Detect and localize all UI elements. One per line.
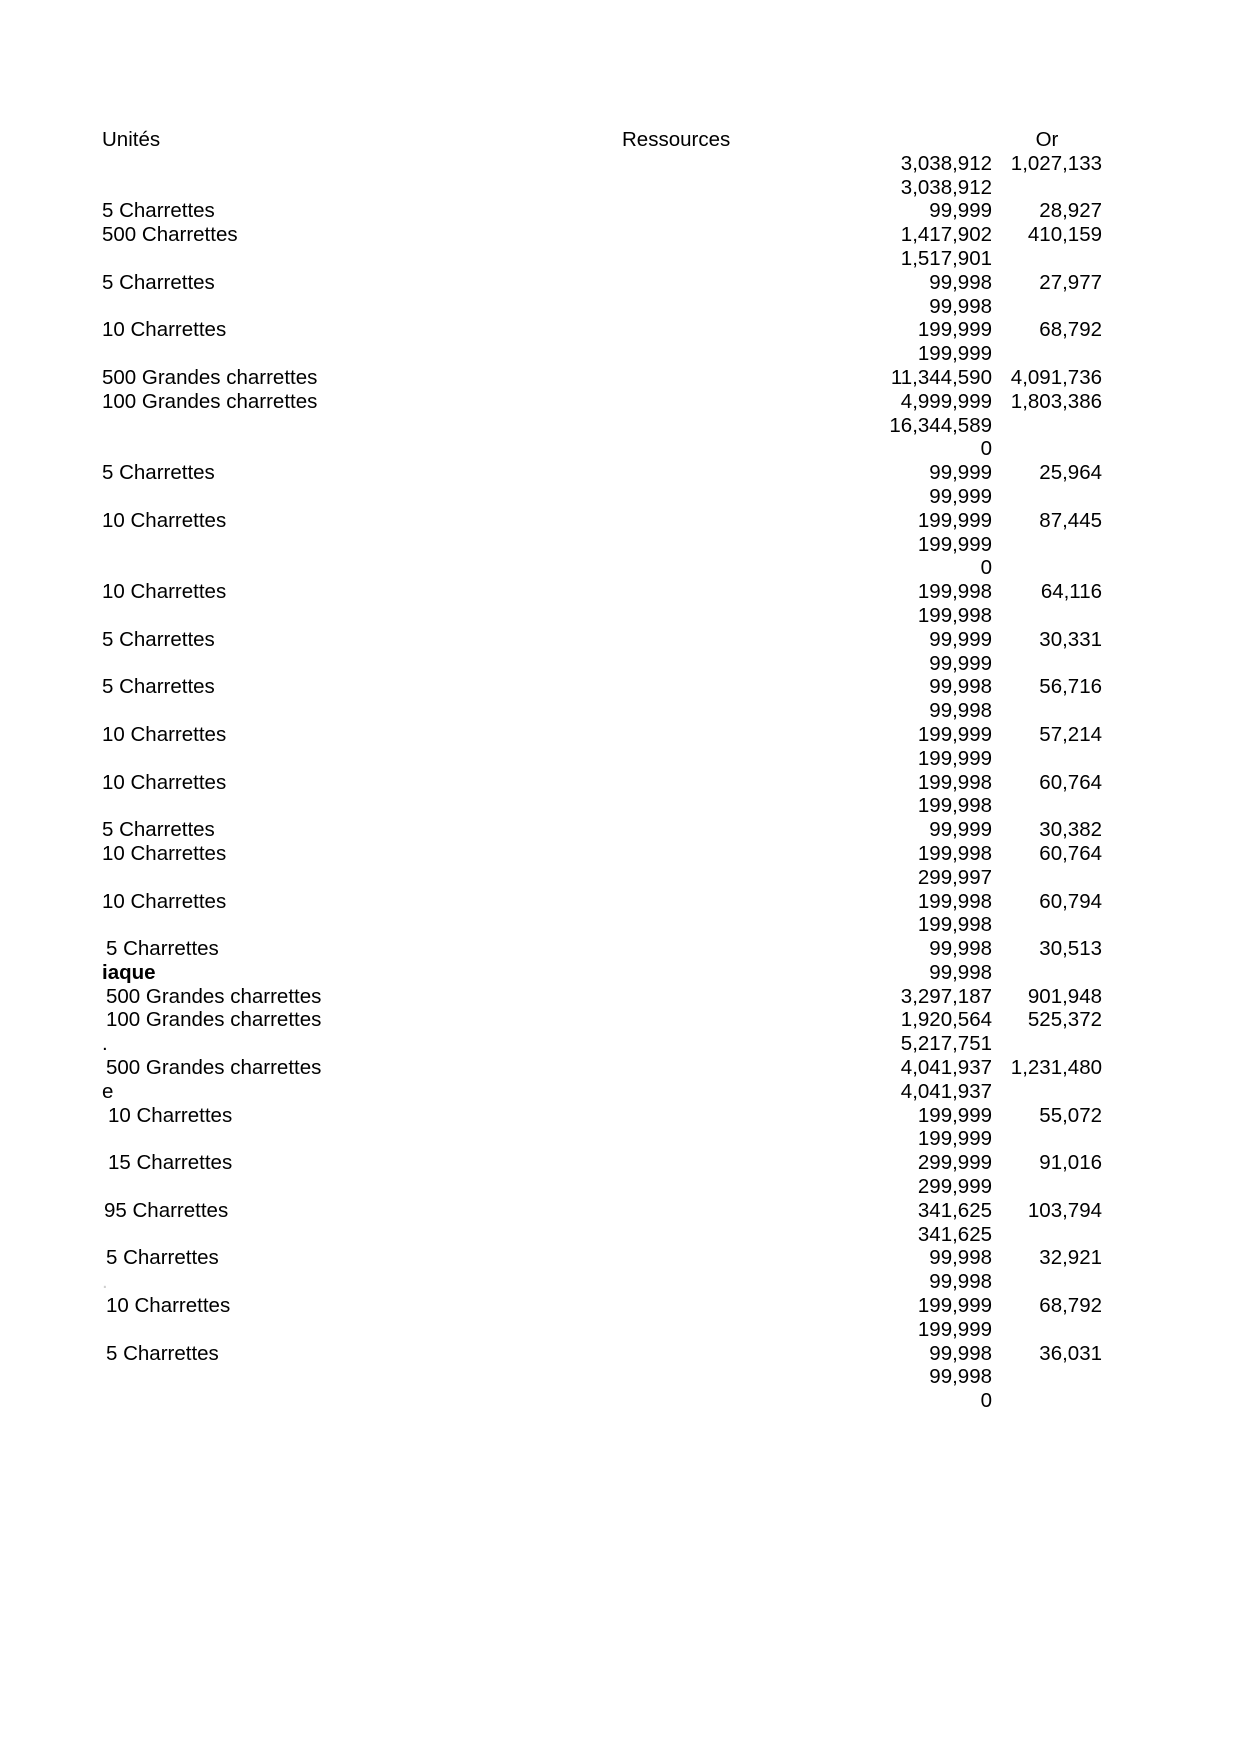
cell-or	[992, 866, 1102, 890]
cell-ressources: 99,998	[929, 937, 992, 961]
cell-ressources: 199,998	[917, 770, 992, 794]
cell-or	[992, 1127, 1102, 1151]
table-row	[102, 652, 1102, 676]
cell-ressources: 99,998	[929, 270, 992, 294]
cell-ressources: 299,997	[917, 865, 992, 889]
table-row	[102, 271, 1102, 295]
cell-ressources: 99,999	[929, 461, 992, 485]
cell-or	[992, 1270, 1102, 1294]
table-row	[102, 771, 1102, 795]
table-row	[102, 723, 1102, 747]
cell-or: 30,331	[1039, 627, 1102, 651]
cell-ressources: 99,999	[929, 818, 992, 842]
cell-unites: 95 Charrettes	[104, 1198, 229, 1222]
cell-ressources: 199,999	[917, 1127, 992, 1151]
cell-ressources: 99,998	[929, 699, 992, 723]
table-row	[102, 342, 1102, 366]
cell-unites-clipped: e	[102, 1079, 114, 1103]
cell-ressources: 199,998	[917, 913, 992, 937]
cell-or	[992, 913, 1102, 937]
cell-ressources: 199,999	[917, 1103, 992, 1127]
cell-unites	[102, 485, 622, 509]
table-row	[102, 485, 1102, 509]
cell-or: 60,764	[1039, 770, 1102, 794]
cell-ressources: 4,041,937	[900, 1056, 992, 1080]
cell-or: 25,964	[1039, 461, 1102, 485]
cell-or: 525,372	[1027, 1008, 1102, 1032]
table-row	[102, 295, 1102, 319]
cell-or: 57,214	[1039, 722, 1102, 746]
table-row	[102, 628, 1102, 652]
cell-unites: 10 Charrettes	[106, 1294, 231, 1318]
cell-or	[992, 604, 1102, 628]
cell-ressources: 1,417,902	[900, 223, 992, 247]
cell-or	[992, 295, 1102, 319]
cell-ressources: 199,998	[917, 794, 992, 818]
cell-ressources: 199,999	[917, 342, 992, 366]
column-header-unites: Unités	[102, 128, 161, 151]
table-row	[102, 437, 1102, 461]
table-row	[102, 842, 1102, 866]
cell-ressources: 0	[980, 437, 992, 461]
cell-or	[992, 1365, 1102, 1389]
cell-ressources: 3,038,912	[900, 151, 992, 175]
cell-ressources: 99,999	[929, 627, 992, 651]
cell-unites: 5 Charrettes	[102, 199, 215, 223]
table-row	[102, 533, 1102, 557]
cell-or: 1,803,386	[1010, 389, 1102, 413]
cell-or: 901,948	[1027, 984, 1102, 1008]
table-row	[102, 152, 1102, 176]
cell-unites	[102, 556, 622, 580]
cell-unites	[102, 652, 622, 676]
cell-or: 27,977	[1039, 270, 1102, 294]
table-body	[102, 152, 1102, 1413]
cell-ressources: 3,297,187	[900, 984, 992, 1008]
table-row	[102, 580, 1102, 604]
cell-or: 28,927	[1039, 199, 1102, 223]
cell-or: 103,794	[1027, 1198, 1102, 1222]
table-row	[102, 1151, 1102, 1175]
table-row	[102, 199, 1102, 223]
cell-or: 1,231,480	[1010, 1056, 1102, 1080]
cell-unites	[102, 414, 622, 438]
cell-unites	[102, 152, 622, 176]
cell-ressources: 199,999	[917, 508, 992, 532]
table-row	[102, 461, 1102, 485]
cell-unites	[102, 1223, 622, 1247]
cell-or: 60,764	[1039, 841, 1102, 865]
table-row	[102, 866, 1102, 890]
cell-or	[992, 961, 1102, 985]
table-row	[102, 509, 1102, 533]
cell-or	[992, 794, 1102, 818]
cell-or	[992, 485, 1102, 509]
cell-or: 32,921	[1039, 1246, 1102, 1270]
cell-ressources: 199,999	[917, 1294, 992, 1318]
column-header-ressources: Ressources	[622, 128, 731, 151]
cell-unites: 15 Charrettes	[108, 1151, 233, 1175]
cell-or	[992, 1175, 1102, 1199]
table-row	[102, 1294, 1102, 1318]
cell-unites: 100 Grandes charrettes	[106, 1008, 322, 1032]
table-row	[102, 1032, 1102, 1056]
table-row	[102, 556, 1102, 580]
cell-or	[992, 176, 1102, 200]
cell-ressources: 5,217,751	[900, 1032, 992, 1056]
table-row	[102, 747, 1102, 771]
cell-or: 64,116	[1040, 580, 1102, 604]
cell-or: 410,159	[1027, 223, 1102, 247]
cell-or: 1,027,133	[1010, 151, 1102, 175]
cell-unites	[102, 1365, 622, 1389]
table-row	[102, 794, 1102, 818]
cell-ressources: 299,999	[917, 1151, 992, 1175]
cell-or	[992, 1032, 1102, 1056]
table-row	[102, 890, 1102, 914]
cell-or	[992, 652, 1102, 676]
cell-unites: 5 Charrettes	[102, 461, 215, 485]
cell-unites: 10 Charrettes	[102, 318, 227, 342]
cell-or: 36,031	[1039, 1341, 1102, 1365]
cell-ressources: 4,041,937	[900, 1079, 992, 1103]
cell-ressources: 299,999	[917, 1175, 992, 1199]
cell-ressources: 99,999	[929, 651, 992, 675]
spreadsheet-sheet	[102, 128, 1241, 1413]
table-row	[102, 818, 1102, 842]
cell-unites: 100 Grandes charrettes	[102, 389, 318, 413]
table-row	[102, 1104, 1102, 1128]
cell-ressources: 1,517,901	[900, 246, 992, 270]
cell-unites: 10 Charrettes	[108, 1103, 233, 1127]
cell-ressources: 199,999	[917, 532, 992, 556]
cell-ressources: 99,998	[929, 294, 992, 318]
cell-or: 68,792	[1039, 318, 1102, 342]
cell-unites: 5 Charrettes	[102, 818, 215, 842]
cell-unites: 500 Grandes charrettes	[106, 1056, 322, 1080]
cell-unites: 5 Charrettes	[106, 1341, 219, 1365]
cell-or: 56,716	[1039, 675, 1102, 699]
table-row	[102, 604, 1102, 628]
cell-ressources: 199,998	[917, 580, 992, 604]
table-row	[102, 1127, 1102, 1151]
table-row	[102, 1008, 1102, 1032]
cell-ressources: 99,998	[929, 1270, 992, 1294]
cell-or	[992, 247, 1102, 271]
cell-unites	[102, 247, 622, 271]
cell-unites-clipped: .	[102, 1032, 108, 1056]
table-row	[102, 985, 1102, 1009]
cell-unites: 10 Charrettes	[102, 889, 227, 913]
cell-ressources: 341,625	[917, 1198, 992, 1222]
cell-unites-clipped: .	[102, 1270, 108, 1294]
table-row	[102, 961, 1102, 985]
cell-unites	[102, 342, 622, 366]
table-row	[102, 913, 1102, 937]
cell-unites: 10 Charrettes	[102, 770, 227, 794]
cell-or: 68,792	[1039, 1294, 1102, 1318]
cell-unites: 5 Charrettes	[102, 627, 215, 651]
cell-ressources: 99,999	[929, 484, 992, 508]
cell-unites	[102, 295, 622, 319]
cell-unites: 10 Charrettes	[102, 508, 227, 532]
table-row	[102, 318, 1102, 342]
cell-or	[992, 747, 1102, 771]
cell-ressources: 341,625	[917, 1222, 992, 1246]
cell-unites	[102, 533, 622, 557]
table-row	[102, 1270, 1102, 1294]
table-row	[102, 699, 1102, 723]
cell-unites: 500 Charrettes	[102, 223, 238, 247]
cell-ressources: 11,344,590	[890, 365, 992, 389]
table-row	[102, 675, 1102, 699]
cell-unites: 10 Charrettes	[102, 841, 227, 865]
table-row	[102, 1342, 1102, 1366]
cell-ressources: 99,999	[929, 199, 992, 223]
cell-ressources: 0	[980, 556, 992, 580]
cell-ressources: 1,920,564	[900, 1008, 992, 1032]
cell-or: 30,513	[1039, 937, 1102, 961]
table-row	[102, 366, 1102, 390]
table-row	[102, 1389, 1102, 1413]
cell-ressources: 99,998	[929, 675, 992, 699]
table-row	[102, 1246, 1102, 1270]
cell-ressources: 16,344,589	[889, 413, 992, 437]
cell-or: 55,072	[1039, 1103, 1102, 1127]
table-row	[102, 1223, 1102, 1247]
cell-unites: 5 Charrettes	[102, 270, 215, 294]
cell-unites: 10 Charrettes	[102, 580, 227, 604]
cell-unites	[102, 747, 622, 771]
table-row	[102, 414, 1102, 438]
cell-or	[992, 414, 1102, 438]
cell-or: 60,794	[1039, 889, 1102, 913]
table-row	[102, 937, 1102, 961]
cell-ressources: 99,998	[929, 1341, 992, 1365]
cell-unites	[102, 176, 622, 200]
cell-unites: 500 Grandes charrettes	[102, 365, 318, 389]
cell-or	[992, 1223, 1102, 1247]
cell-unites	[102, 699, 622, 723]
column-header-or: Or	[1035, 128, 1059, 151]
cell-or: 91,016	[1039, 1151, 1102, 1175]
cell-unites: 5 Charrettes	[106, 937, 219, 961]
cell-ressources: 3,038,912	[900, 175, 992, 199]
cell-unites	[102, 1127, 622, 1151]
table-header	[102, 128, 1102, 152]
table-row	[102, 1175, 1102, 1199]
cell-ressources: 199,999	[917, 318, 992, 342]
table-row	[102, 247, 1102, 271]
cell-or	[992, 1389, 1102, 1413]
cell-or: 87,445	[1039, 508, 1102, 532]
cell-unites	[102, 913, 622, 937]
cell-unites	[102, 794, 622, 818]
cell-unites: 500 Grandes charrettes	[106, 984, 322, 1008]
cell-unites	[102, 1389, 622, 1413]
cell-unites: 10 Charrettes	[102, 722, 227, 746]
cell-unites	[102, 1175, 622, 1199]
cell-or	[992, 533, 1102, 557]
cell-unites-clipped: iaque	[102, 960, 156, 984]
cell-or	[992, 437, 1102, 461]
cell-ressources: 199,999	[917, 746, 992, 770]
cell-or	[992, 1080, 1102, 1104]
table-row	[102, 390, 1102, 414]
cell-ressources: 199,998	[917, 889, 992, 913]
cell-unites	[102, 604, 622, 628]
table-row	[102, 1056, 1102, 1080]
resources-table	[102, 128, 1102, 1413]
cell-ressources: 0	[980, 1389, 992, 1413]
cell-or	[992, 1318, 1102, 1342]
cell-ressources: 99,998	[929, 1246, 992, 1270]
cell-unites	[102, 1318, 622, 1342]
cell-ressources: 99,998	[929, 960, 992, 984]
header-row	[102, 128, 1102, 152]
cell-unites: 5 Charrettes	[106, 1246, 219, 1270]
cell-ressources: 199,999	[917, 1317, 992, 1341]
cell-unites	[102, 437, 622, 461]
cell-ressources: 199,999	[917, 722, 992, 746]
cell-or: 4,091,736	[1010, 365, 1102, 389]
cell-unites	[102, 866, 622, 890]
cell-or	[992, 699, 1102, 723]
table-row	[102, 1318, 1102, 1342]
cell-ressources: 199,998	[917, 603, 992, 627]
cell-ressources: 199,998	[917, 841, 992, 865]
cell-ressources: 99,998	[929, 1365, 992, 1389]
table-row	[102, 1365, 1102, 1389]
cell-or	[992, 342, 1102, 366]
cell-or: 30,382	[1039, 818, 1102, 842]
cell-or	[992, 556, 1102, 580]
table-row	[102, 176, 1102, 200]
table-row	[102, 1199, 1102, 1223]
table-row	[102, 1080, 1102, 1104]
cell-unites: 5 Charrettes	[102, 675, 215, 699]
cell-ressources: 4,999,999	[900, 389, 992, 413]
table-row	[102, 223, 1102, 247]
